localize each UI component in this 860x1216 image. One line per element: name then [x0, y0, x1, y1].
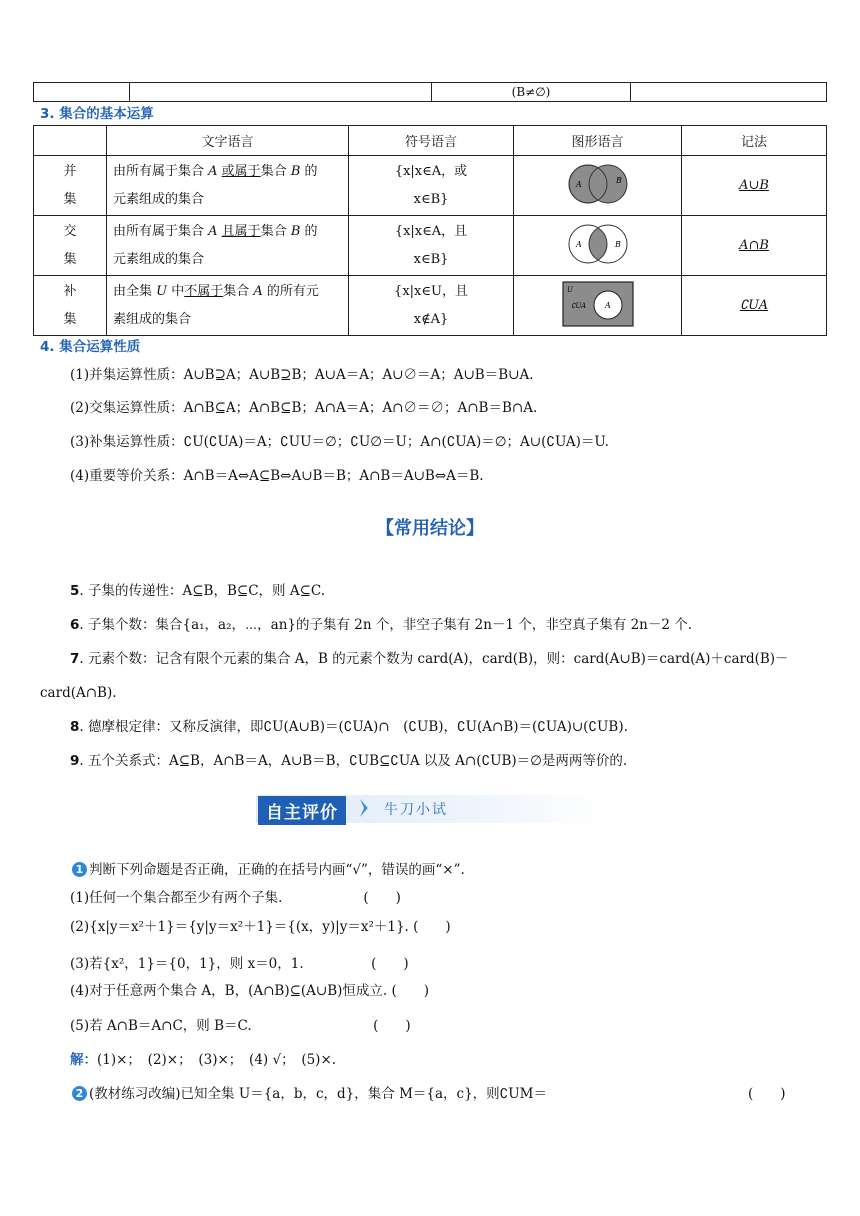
conclusion-item: 5. 子集的传递性：A⊆B，B⊆C，则 A⊆C. [70, 583, 326, 599]
svg-text:A: A [575, 179, 582, 189]
q2-answer-paren: ( ) [748, 1086, 786, 1102]
banner-title: 自主评价 [258, 796, 346, 825]
header-notation: 记法 [682, 126, 827, 156]
property-line-1: (1)并集运算性质：A∪B⊇A；A∪B⊇B；A∪A＝A；A∪∅＝A；A∪B＝B∪A. [70, 367, 534, 383]
svg-text:A: A [604, 300, 611, 310]
op-symbol: {x|x∈A，或 x∈B} [349, 156, 514, 216]
section4-title: 4. 集合运算性质 [40, 339, 141, 355]
venn-complement [514, 276, 682, 336]
q1-item: (2){x|y＝x²＋1}＝{y|y＝x²＋1}＝{(x，y)|y＝x²＋1}. ( ) [70, 919, 451, 935]
venn-intersection [514, 216, 682, 276]
top-cell-3: (B≠∅) [432, 83, 631, 102]
chevron-right-icon [360, 799, 374, 817]
venn-union-diagram [563, 159, 633, 209]
op-description: 由所有属于集合 A 或属于集合 B 的 元素组成的集合 [107, 156, 349, 216]
op-notation: A∩B [682, 216, 827, 276]
venn-complement-diagram [562, 281, 634, 327]
op-symbol: {x|x∈A，且 x∈B} [349, 216, 514, 276]
op-notation: ∁UA [682, 276, 827, 336]
q1-prompt: 1 判断下列命题是否正确，正确的在括号内画“√”，错误的画“×”. [72, 860, 465, 880]
top-cell-1 [34, 83, 130, 102]
property-line-2: (2)交集运算性质：A∩B⊆A；A∩B⊆B；A∩A＝A；A∩∅＝∅；A∩B＝B∩A. [70, 400, 538, 416]
op-name: 并 集 [34, 156, 107, 216]
q1-answer: 解：(1)×； (2)×； (3)×； (4) √； (5)×. [70, 1052, 337, 1068]
svg-text:U: U [566, 285, 573, 294]
conclusion-item: 7. 元素个数：记含有限个元素的集合 A，B 的元素个数为 card(A)，card(B)，则：card(A∪B)＝card(A)＋card(B)－ [70, 651, 789, 667]
venn-union [514, 156, 682, 216]
table-row [34, 216, 827, 276]
op-symbol: {x|x∈U，且 x∉A} [349, 276, 514, 336]
section3-title: 3. 集合的基本运算 [40, 106, 154, 122]
table-row [34, 276, 827, 336]
q2-prompt: 2 (教材练习改编)已知全集 U＝{a，b，c，d}，集合 M＝{a，c}，则∁UM＝ [72, 1084, 547, 1104]
top-cell-2 [130, 83, 432, 102]
header-graphic-lang: 图形语言 [514, 126, 682, 156]
answer-label: 解： [70, 1052, 97, 1068]
table-row [34, 156, 827, 216]
header-text-lang: 文字语言 [107, 126, 349, 156]
op-name: 补 集 [34, 276, 107, 336]
property-line-4: (4)重要等价关系：A∩B＝A⇔A⊆B⇔A∪B＝B；A∩B＝A∪B⇔A＝B. [70, 468, 484, 484]
operations-table [33, 125, 827, 336]
conclusion-item-continued: card(A∩B). [40, 685, 117, 701]
svg-text:B: B [615, 175, 622, 185]
op-description: 由全集 U 中不属于集合 A 的所有元 素组成的集合 [107, 276, 349, 336]
venn-intersection-diagram [563, 219, 633, 269]
conclusions-heading: 【常用结论】 [376, 518, 484, 539]
conclusion-item: 6. 子集个数：集合{a₁，a₂，⋯，an}的子集有 2n 个，非空子集有 2n－1 个，非空真子集有 2n－2 个. [70, 617, 693, 633]
op-name: 交 集 [34, 216, 107, 276]
conclusion-item: 8. 德摩根定律：又称反演律，即∁U(A∪B)＝(∁UA)∩ (∁UB)，∁U(A∩B)＝(∁UA)∪(∁UB). [70, 719, 628, 735]
op-notation: A∪B [682, 156, 827, 216]
svg-text:∁UA: ∁UA [570, 301, 586, 310]
question-number-badge: 2 [72, 1086, 87, 1101]
q1-item: (1)任何一个集合都至少有两个子集. ( ) [70, 890, 401, 906]
svg-text:A: A [575, 239, 582, 249]
header-symbol-lang: 符号语言 [349, 126, 514, 156]
property-line-3: (3)补集运算性质：∁U(∁UA)＝A；∁UU＝∅；∁U∅＝U；A∩(∁UA)＝∅；A∪(∁UA)＝U. [70, 434, 609, 450]
section-banner [256, 795, 606, 823]
q1-item: (5)若 A∩B＝A∩C，则 B＝C. ( ) [70, 1018, 411, 1034]
q1-item: (4)对于任意两个集合 A，B，(A∩B)⊆(A∪B)恒成立. ( ) [70, 983, 430, 999]
top-table-fragment [33, 82, 827, 102]
svg-text:B: B [614, 239, 621, 249]
question-number-badge: 1 [72, 862, 87, 877]
banner-subtitle: 牛刀小试 [384, 802, 448, 818]
top-cell-4 [631, 83, 827, 102]
op-description: 由所有属于集合 A 且属于集合 B 的 元素组成的集合 [107, 216, 349, 276]
q1-item: (3)若{x²，1}＝{0，1}，则 x＝0，1. ( ) [70, 956, 409, 972]
conclusion-item: 9. 五个关系式：A⊆B，A∩B＝A，A∪B＝B，∁UB⊆∁UA 以及 A∩(∁UB)＝∅是两两等价的. [70, 753, 628, 769]
table-header-row [34, 126, 827, 156]
